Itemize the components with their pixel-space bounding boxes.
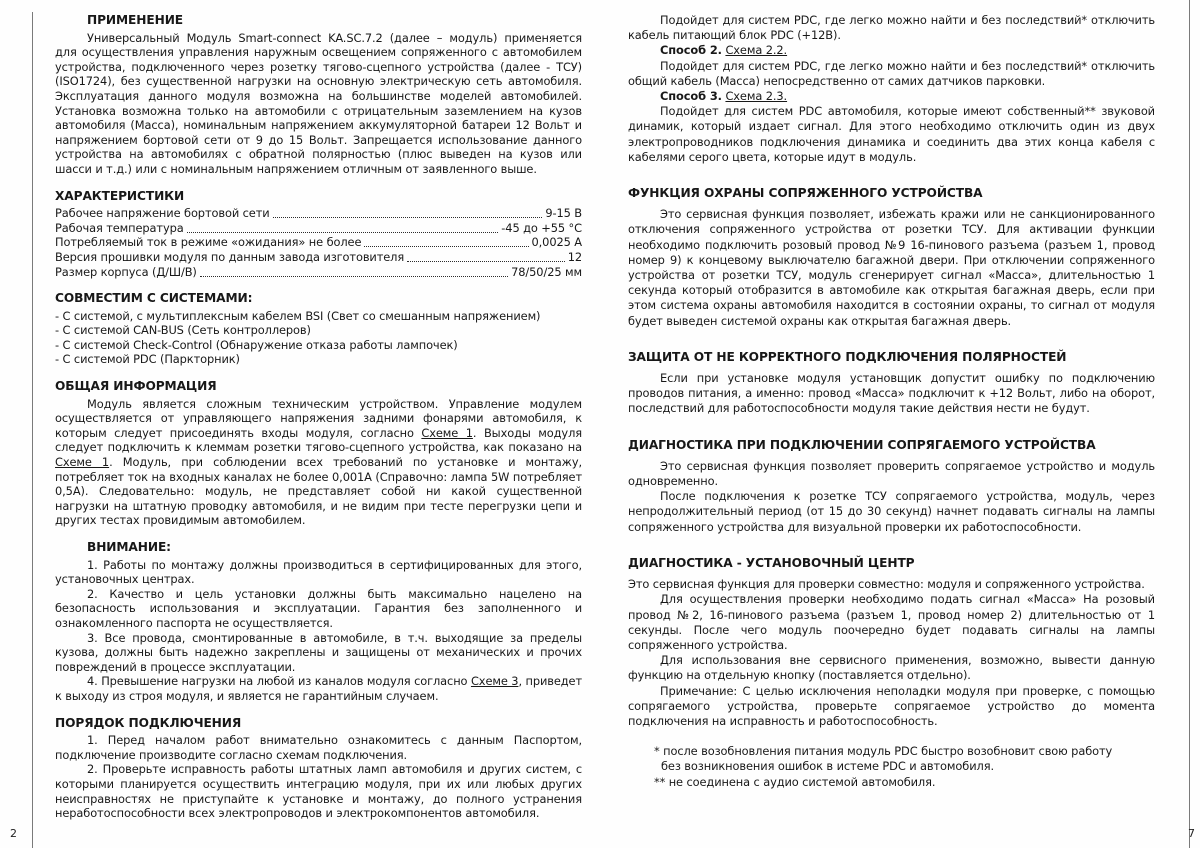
text-run: 3. Все провода, смонтированные в автомобиле, в т.ч. выходящие за пределы кузова, должны быть надежно закреплены и защищены от механических и прочих повреждений в процессе эксплуатации.: [55, 630, 582, 674]
scan-edge-line-left: [32, 12, 33, 848]
spec-label: Версия прошивки модуля по данным завода изготовителя: [55, 249, 405, 264]
text-run: - С системой Check-Control (Обнаружение отказа работы лампочек): [55, 337, 458, 352]
spec-label: Рабочая температура: [55, 220, 184, 235]
paragraph: [55, 397, 582, 528]
section-heading: ПОРЯДОК ПОДКЛЮЧЕНИЯ: [55, 715, 242, 730]
text-run: Примечание: С целью исключения неполадки модуля при проверке, с помощью сопрягаемого устройства, проверьте сопрягаемое устройство до момента подключения на исправность и работоспособность.: [628, 683, 1155, 728]
footnote-line: [628, 759, 1155, 774]
paragraph: [628, 13, 1155, 43]
paragraph: [628, 489, 1155, 535]
bold-run: Способ 2.: [660, 43, 722, 58]
text-run: * после возобновления питания модуль PDC быстро возобновит свою работу: [654, 744, 1113, 759]
text-run: Подойдет для систем PDC автомобиля, которые имеют собственный** звуковой динамик, который издает сигнал. Для этого необходимо отключить один из двух электропроводников подключения динамика и соединить два этих конца кабеля с кабелями серого цвета, которые идут в модуль.: [628, 104, 1155, 164]
paragraph: [55, 674, 582, 703]
section-heading: ЗАЩИТА ОТ НЕ КОРРЕКТНОГО ПОДКЛЮЧЕНИЯ ПОЛЯРНОСТЕЙ: [628, 349, 1067, 364]
list-item: [55, 323, 582, 338]
paragraph: [628, 43, 1155, 58]
section-heading: СОВМЕСТИМ С СИСТЕМАМИ:: [55, 291, 253, 306]
paragraph: [628, 653, 1155, 683]
spacer: [628, 729, 1155, 744]
spec-value: 78/50/25 мм: [511, 264, 582, 279]
spec-row: [55, 235, 582, 250]
section-heading: ОБЩАЯ ИНФОРМАЦИЯ: [55, 379, 217, 394]
spec-row: [55, 265, 582, 280]
text-run: без возникновения ошибок в истеме PDC и автомобиля.: [661, 759, 994, 774]
text-run: Это сервисная функция позволяет, избежать кражи или не санкционированного отключения сопряженного устройства от розетки ТСУ. Для активации функции необходимо подключить розовый провод №9 16-пинового разъема (разъем 1, провод номер 9) к концевому выключателю багажной двери. При отключении сопряженного устройства от розетки ТСУ, модуль сгенерирует сигнал «Масса», длительностью 1 секунда который отобразится в автомобиле как открытая багажная дверь, если при этом система охраны автомобиля находится в состоянии охраны, то сигнал от модуля будет выведен системой охраны как открытая багажная дверь.: [628, 207, 1155, 328]
spec-value: 0,0025 А: [531, 235, 582, 250]
list-item: [55, 338, 582, 353]
text-run: Это сервисная функция для проверки совместно: модуля и сопряженного устройства.: [628, 577, 1145, 592]
scheme-reference: Схеме 1: [421, 425, 473, 440]
section-heading: ДИАГНОСТИКА ПРИ ПОДКЛЮЧЕНИИ СОПРЯГАЕМОГО УСТРОЙСТВА: [628, 437, 1096, 452]
text-run: Подойдет для систем PDC, где легко можно найти и без последствий* отключить общий кабель (Масса) непосредственно от самих датчиков парковки.: [628, 58, 1155, 88]
document-pages: [55, 13, 1155, 821]
paragraph: [628, 59, 1155, 89]
text-run: . Выходы модуля следует подключить к клеммам розетки тягово-сцепного устройства, как показано на: [55, 425, 582, 455]
spec-label: Размер корпуса (Д/Ш/В): [55, 264, 197, 279]
text-run: 2. Проверьте исправность работы штатных ламп автомобиля и других систем, с которыми планируется осуществить интеграцию модуля, при их или любых других неисправностях не приступайте к установке и монтажу, до полного устранения неработоспособности всех электропроводов и электрокомпонентов автомобиля.: [55, 762, 582, 821]
text-run: Подойдет для систем PDC, где легко можно найти и без последствий* отключить кабель питающий блок PDC (+12В).: [628, 13, 1155, 43]
page-left-content: [55, 13, 582, 821]
paragraph: [628, 89, 1155, 104]
dot-leader: [364, 246, 528, 247]
spec-row: [55, 206, 582, 221]
dot-leader: [273, 217, 543, 218]
page-number-right: 7: [1188, 827, 1195, 840]
spec-label: Рабочее напряжение бортовой сети: [55, 206, 270, 221]
section-heading: ПРИМЕНЕНИЕ: [87, 13, 184, 27]
paragraph: [628, 577, 1155, 592]
list-item: [55, 352, 582, 367]
dot-leader: [187, 232, 499, 233]
text-run: , приведет к выходу из строя модуля, и является не гарантийным случаем.: [55, 674, 582, 703]
paragraph: [628, 459, 1155, 489]
text-run: 2. Качество и цель установки должны быть максимально нацелено на безопасность использования и эксплуатации. Гарантия без заполненного и ознакомленного паспорта не осуществляется.: [55, 586, 582, 630]
spec-row: [55, 221, 582, 236]
text-run: - С системой CAN-BUS (Сеть контроллеров): [55, 323, 311, 338]
scheme-reference: Схеме 3: [470, 674, 519, 689]
paragraph: [55, 733, 582, 762]
paragraph: [55, 762, 582, 820]
scan-edge-line-right: [1189, 0, 1190, 848]
text-run: ** не соединена с аудио системой автомобиля.: [654, 774, 936, 789]
section-heading: ФУНКЦИЯ ОХРАНЫ СОПРЯЖЕННОГО УСТРОЙСТВА: [628, 186, 983, 201]
dot-leader: [200, 276, 508, 277]
spec-row: [55, 250, 582, 265]
page-right-content: [628, 13, 1155, 821]
paragraph: [628, 371, 1155, 417]
scheme-reference: Схеме 1: [55, 455, 110, 470]
spec-value: 12: [567, 249, 582, 264]
text-run: 1. Работы по монтажу должны производиться в сертифицированных для этого, установочных центрах.: [55, 557, 582, 587]
paragraph: [55, 558, 582, 587]
spec-label: Потребляемый ток в режиме «ожидания» не более: [55, 235, 362, 250]
spec-value: -45 до +55 °C: [501, 220, 582, 235]
text-run: 4. Превышение нагрузки на любой из каналов модуля согласно: [87, 674, 471, 689]
text-run: Универсальный Модуль Smart-connect KA.SC.7.2 (далее – модуль) применяется для осуществления управления наружным освещением сопряженного с автомобилем устройства, подключенного через розетку тягово-сцепного устройства (далее - ТСУ) (ISO1724), без существенной нагрузки на основную электрическую сеть автомобиля. Эксплуатация данного модуля возможна на большинстве моделей автомобилей. Установка возможна только на автомобили с отрицательным заземлением на кузов автомобиля (Масса), номинальным напряжением аккумуляторной батареи 12 Вольт и напряжением бортовой сети от 9 до 15 Вольт. Запрещается использование данного устройства на автомобилях с обратной полярностью (плюс выведен на кузов или шасси и т.д.) или с номинальным напряжением отличным от заявленного выше.: [55, 30, 582, 176]
text-run: 1. Перед началом работ внимательно ознакомитесь с данным Паспортом, подключение производите согласно схемам подключения.: [55, 733, 582, 762]
footnote-line: [628, 775, 1155, 790]
footnote-line: [628, 744, 1155, 759]
text-run: - С системой PDC (Паркторник): [55, 352, 240, 367]
text-run: Для осуществления проверки необходимо подать сигнал «Масса» На розовый провод №2, 16-пинового разъема (разъем 1, провод номер 2) длительностью от 1 секунды. После чего модуль поочередно будет подавать сигналы на лампы сопряженного устройства.: [628, 592, 1155, 652]
section-heading: ХАРАКТЕРИСТИКИ: [55, 188, 185, 203]
paragraph: [628, 684, 1155, 730]
paragraph: [55, 31, 582, 177]
section-heading: ВНИМАНИЕ:: [87, 540, 171, 554]
text-run: Если при установке модуля установщик допустит ошибку по подключению проводов питания, а именно: провод «Масса» подключит к +12 Вольт, либо на оборот, последствий для работоспособности модуля такие действия нести не будут.: [628, 371, 1155, 416]
text-run: . Модуль, при соблюдении всех требований по установке и монтажу, потребляет ток на входных каналах не более 0,001А (Справочно: лампа 5W потребляет 0,5А). Следовательно: модуль, не представляет собой ни какой существенной нагрузки на штатную проводку автомобиля, и не видим при тесте перегрузки цепи и других тестах провидимым автомобилем.: [55, 455, 582, 528]
spec-value: 9-15 В: [545, 206, 582, 221]
text-run: Модуль является сложным техническим устройством. Управление модулем осуществляется от управляющего напряжения задними фонарями автомобиля, к которым следует присоединять входы модуля, согласно: [55, 396, 582, 440]
text-run: Это сервисная функция позволяет проверить сопрягаемое устройство и модуль одновременно.: [628, 458, 1155, 489]
bold-run: Способ 3.: [660, 89, 722, 104]
list-item: [55, 309, 582, 324]
text-run: После подключения к розетке ТСУ сопрягаемого устройства, модуль, через непродолжительный период (от 15 до 30 секунд) начнет подавать сигналы на лампы сопряженного устройства для визуальной проверки их работоспособности.: [628, 489, 1155, 534]
paragraph: [628, 207, 1155, 329]
paragraph: [628, 592, 1155, 653]
scheme-reference: Схема 2.2.: [725, 43, 788, 58]
page-number-left: 2: [10, 827, 17, 840]
section-heading: ДИАГНОСТИКА - УСТАНОВОЧНЫЙ ЦЕНТР: [628, 555, 915, 570]
paragraph: [55, 631, 582, 675]
scheme-reference: Схема 2.3.: [725, 89, 788, 104]
text-run: - С системой, с мультиплексным кабелем BSI (Свет со смешанным напряжением): [55, 308, 541, 323]
dot-leader: [407, 261, 565, 262]
text-run: Для использования вне сервисного применения, возможно, вывести данную функцию на отдельную кнопку (поставляется отдельно).: [628, 653, 1155, 683]
paragraph: [55, 587, 582, 631]
paragraph: [628, 104, 1155, 165]
